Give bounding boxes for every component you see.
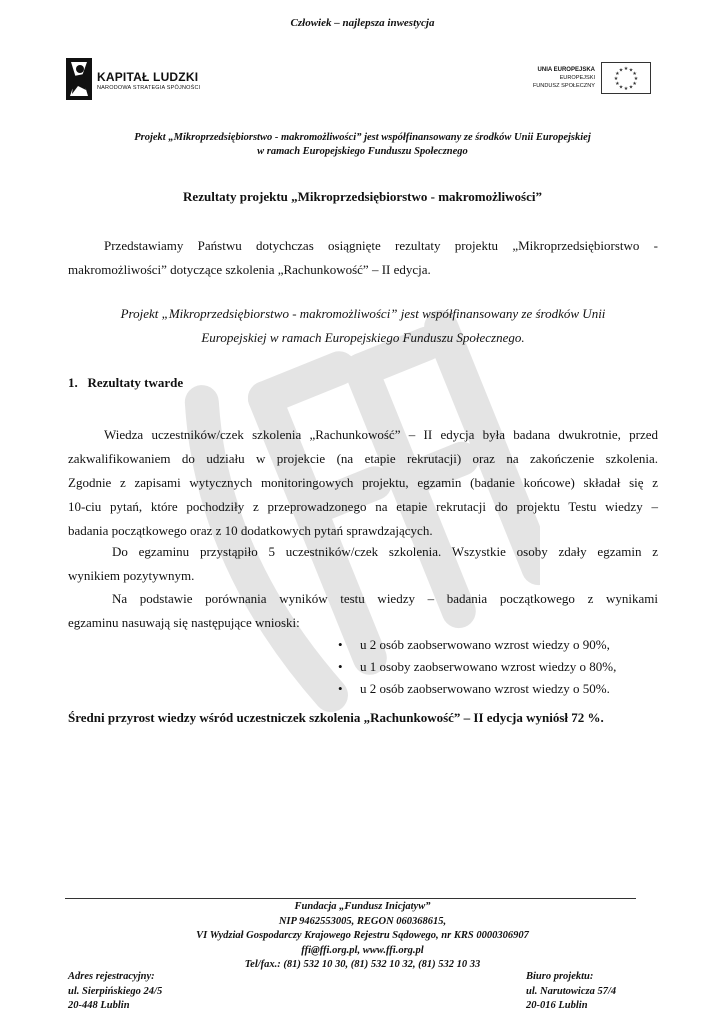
list-item-text: u 1 osoby zaobserwowano wzrost wiedzy o 80%,	[360, 659, 617, 674]
p1-line2: zakwalifikowaniem do udziału w projekcie (na etapie rekrutacji) oraz na zakończenie szkolenia.	[68, 451, 658, 466]
eu-star-icon: ★	[615, 82, 620, 87]
kapital-ludzki-logo	[62, 56, 232, 102]
paragraph-knowledge-test	[68, 423, 658, 543]
office-label: Biuro projektu:	[526, 971, 594, 982]
cofinance-line2: Europejskiej w ramach Europejskiego Funduszu Społecznego.	[201, 330, 525, 345]
registered-address	[68, 970, 162, 1014]
eu-logo-line3: FUNDUSZ SPOŁECZNY	[532, 83, 595, 89]
p1-line3: Zgodnie z zapisami wytycznych monitoringowych projektu, egzamin (badanie końcowe) składał się z	[68, 475, 658, 490]
eu-star-icon: ★	[628, 68, 634, 74]
eu-logo-line1: UNIA EUROPEJSKA	[537, 67, 595, 73]
list-item	[336, 656, 656, 678]
kapital-ludzki-title: KAPITAŁ LUDZKI	[97, 70, 199, 84]
p3-line1: Na podstawie porównania wyników testu wiedzy – badania początkowego z wynikami	[112, 591, 658, 606]
p2-line1: Do egzaminu przystąpiło 5 uczestników/czek szkolenia. Wszystkie osoby zdały egzamin z	[112, 544, 658, 559]
bullet-icon: •	[338, 637, 343, 652]
eu-logo	[525, 62, 651, 94]
footer-divider	[65, 898, 636, 899]
footer-web: ffi@ffi.org.pl, www.ffi.org.pl	[301, 944, 424, 956]
p1-line4: 10-ciu pytań, które pochodziły z przeprowadzonego na etapie rekrutacji do projektu Testu wiedzy –	[68, 499, 658, 514]
cofinance-line1: Projekt „Mikroprzedsiębiorstwo - makromożliwości” jest współfinansowany ze środków Unii	[120, 306, 606, 321]
eu-star-icon: ★	[623, 87, 629, 92]
summary-line2: wyniósł 72 %.	[526, 710, 604, 725]
summary-line1: Średni przyrost wiedzy wśród uczestniczek szkolenia „Rachunkowość” – II edycja	[68, 710, 523, 725]
eu-star-icon: ★	[613, 77, 619, 82]
eu-star-icon: ★	[633, 77, 639, 82]
footer-court: VI Wydział Gospodarczy Krajowego Rejestru Sądowego, nr KRS 0000306907	[196, 930, 529, 941]
kapital-ludzki-emblem-icon	[62, 56, 94, 102]
p2-line2: wynikiem pozytywnym.	[68, 568, 195, 583]
cofinancing-paragraph	[68, 302, 658, 350]
project-note-line2: w ramach Europejskiego Funduszu Społecznego	[257, 146, 468, 157]
section-title: Rezultaty twarde	[87, 375, 184, 390]
intro-line2: makromożliwości” dotyczące szkolenia „Rachunkowość” – II edycja.	[68, 262, 431, 277]
project-office-address	[526, 970, 616, 1014]
kapital-ludzki-subtitle: NARODOWA STRATEGIA SPÓJNOŚCI	[97, 85, 201, 91]
project-note-line1: Projekt „Mikroprzedsiębiorstwo - makromożliwości” jest współfinansowany ze środków Unii Europejskiej	[134, 132, 591, 143]
p3-line2: egzaminu nasuwają się następujące wnioski:	[68, 615, 300, 630]
paragraph-exam	[68, 540, 658, 588]
eu-logo-line2: EUROPEJSKI	[559, 75, 595, 81]
summary-paragraph	[68, 706, 658, 730]
intro-line1: Przedstawiamy Państwu dotychczas osiągnięte rezultaty projektu „Mikroprzedsiębiorstwo -	[104, 238, 658, 253]
paragraph-comparison	[68, 587, 658, 635]
running-header: Człowiek – najlepsza inwestycja	[290, 17, 435, 29]
section-number: 1.	[68, 375, 78, 390]
page-title: Rezultaty projektu „Mikroprzedsiębiorstwo - makromożliwości”	[183, 189, 542, 204]
eu-star-icon: ★	[618, 68, 624, 74]
footer-phones: Tel/fax.: (81) 532 10 30, (81) 532 10 32, (81) 532 10 33	[244, 959, 481, 970]
registered-city: 20-448 Lublin	[68, 1000, 130, 1011]
project-cofinancing-note	[0, 131, 725, 159]
eu-star-icon: ★	[632, 82, 637, 87]
registered-label: Adres rejestracyjny:	[68, 971, 155, 982]
footer	[0, 900, 725, 973]
conclusions-list	[336, 634, 656, 700]
bullet-icon: •	[338, 681, 343, 696]
eu-star-icon: ★	[632, 72, 637, 77]
section-heading	[68, 375, 183, 391]
office-street: ul. Narutowicza 57/4	[526, 985, 617, 997]
office-city: 20-016 Lublin	[526, 1000, 588, 1011]
list-item	[336, 634, 656, 656]
list-item-text: u 2 osób zaobserwowano wzrost wiedzy o 90%,	[360, 637, 610, 652]
list-item	[336, 678, 656, 700]
eu-star-icon: ★	[623, 67, 629, 72]
bullet-icon: •	[338, 659, 343, 674]
p1-line5: badania początkowego oraz z 10 dodatkowych pytań sprawdzających.	[68, 523, 433, 538]
list-item-text: u 2 osób zaobserwowano wzrost wiedzy o 50%.	[360, 681, 610, 696]
p1-line1: Wiedza uczestników/czek szkolenia „Rachunkowość” – II edycja była badana dwukrotnie, przed	[104, 427, 658, 442]
eu-star-icon: ★	[628, 85, 634, 91]
footer-ids: NIP 9462553005, REGON 060368615,	[278, 915, 447, 927]
registered-street: ul. Sierpińskiego 24/5	[68, 985, 163, 997]
eu-star-icon: ★	[618, 85, 624, 91]
footer-org: Fundacja „Fundusz Inicjatyw”	[294, 901, 431, 912]
eu-logo-text	[525, 66, 595, 90]
intro-paragraph	[68, 234, 658, 282]
eu-flag-icon	[601, 62, 651, 94]
eu-star-icon: ★	[615, 72, 620, 77]
